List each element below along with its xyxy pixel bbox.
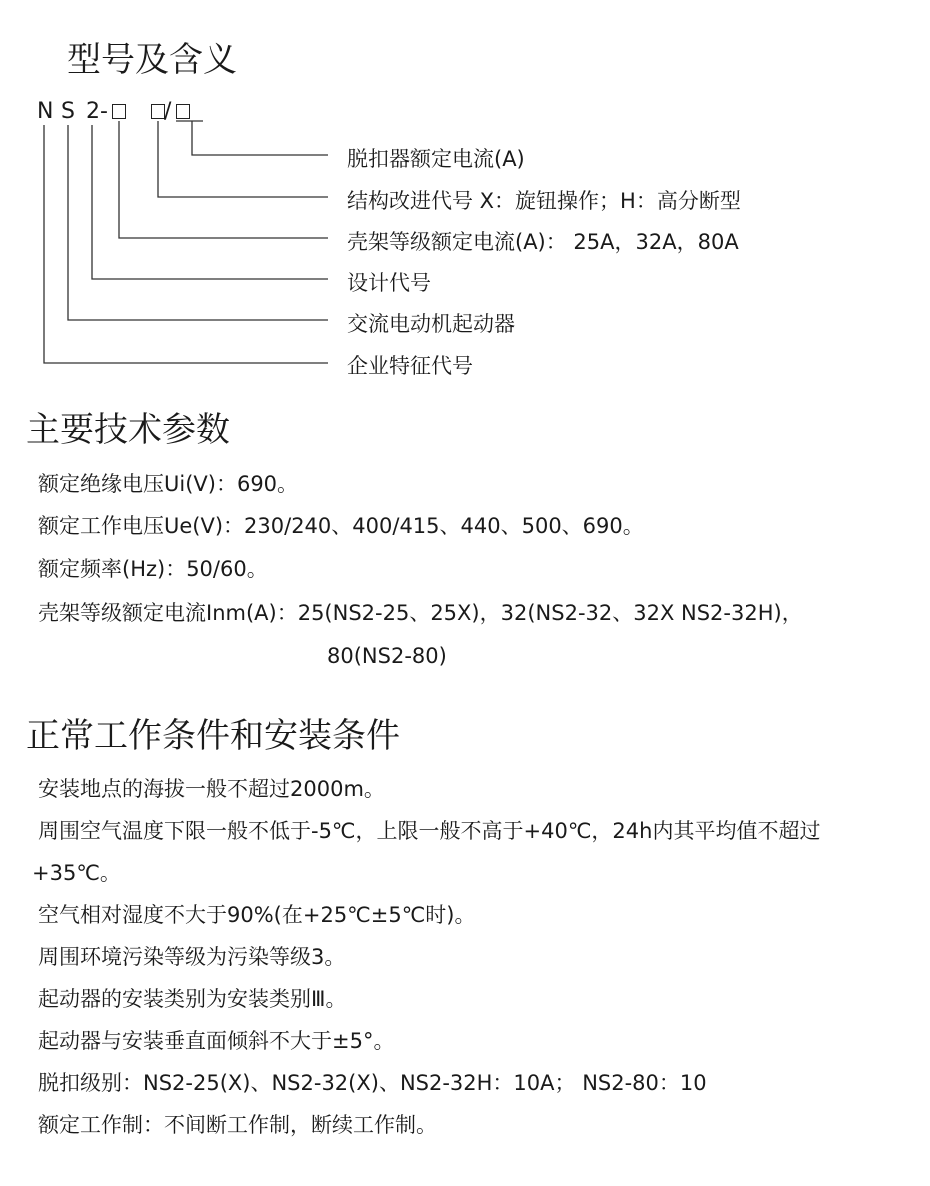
param-rated-insulation-voltage: 额定绝缘电压Ui(V)：690。 [38,472,299,496]
condition-trip-class: 脱扣级别：NS2-25(X)、NS2-32(X)、NS2-32H：10A； NS2-80：10 [38,1071,707,1095]
param-frame-rated-current: 壳架等级额定电流Inm(A)：25(NS2-25、25X)，32(NS2-32、32X NS2-32H)， [38,601,803,625]
param-frame-rated-current-continued: 80(NS2-80) [327,644,447,668]
condition-altitude: 安装地点的海拔一般不超过2000m。 [38,777,385,801]
code-char-slash: / [164,99,172,124]
meaning-ac-motor-starter: 交流电动机起动器 [347,312,515,336]
meaning-design-code: 设计代号 [347,271,431,295]
model-section-title: 型号及含义 [67,40,237,80]
condition-humidity: 空气相对湿度不大于90%(在+25℃±5℃时)。 [38,903,476,927]
code-char-n: N [37,99,54,124]
meaning-company-code: 企业特征代号 [347,354,473,378]
conditions-title: 正常工作条件和安装条件 [26,716,400,756]
condition-ambient-temperature-continued: +35℃。 [32,861,121,885]
condition-ambient-temperature: 周围空气温度下限一般不低于-5℃，上限一般不高于+40℃，24h内其平均值不超过 [38,819,821,843]
param-rated-frequency: 额定频率(Hz)：50/60。 [38,557,268,581]
code-char-2: 2 [86,99,100,124]
condition-duty-type: 额定工作制：不间断工作制，断续工作制。 [38,1113,437,1137]
code-char-s: S [61,99,75,124]
condition-tilt: 起动器与安装垂直面倾斜不大于±5°。 [38,1029,395,1053]
param-rated-working-voltage: 额定工作电压Ue(V)：230/240、400/415、440、500、690。 [38,514,644,538]
meaning-frame-current: 壳架等级额定电流(A)： 25A，32A，80A [347,230,739,254]
condition-pollution-degree: 周围环境污染等级为污染等级3。 [38,945,346,969]
tech-params-title: 主要技术参数 [26,410,230,450]
meaning-structure-code: 结构改进代号 X：旋钮操作；H：高分断型 [347,189,741,213]
code-char-dash: - [100,99,108,124]
meaning-release-current: 脱扣器额定电流(A) [347,147,525,171]
condition-installation-category: 起动器的安装类别为安装类别Ⅲ。 [38,987,347,1011]
